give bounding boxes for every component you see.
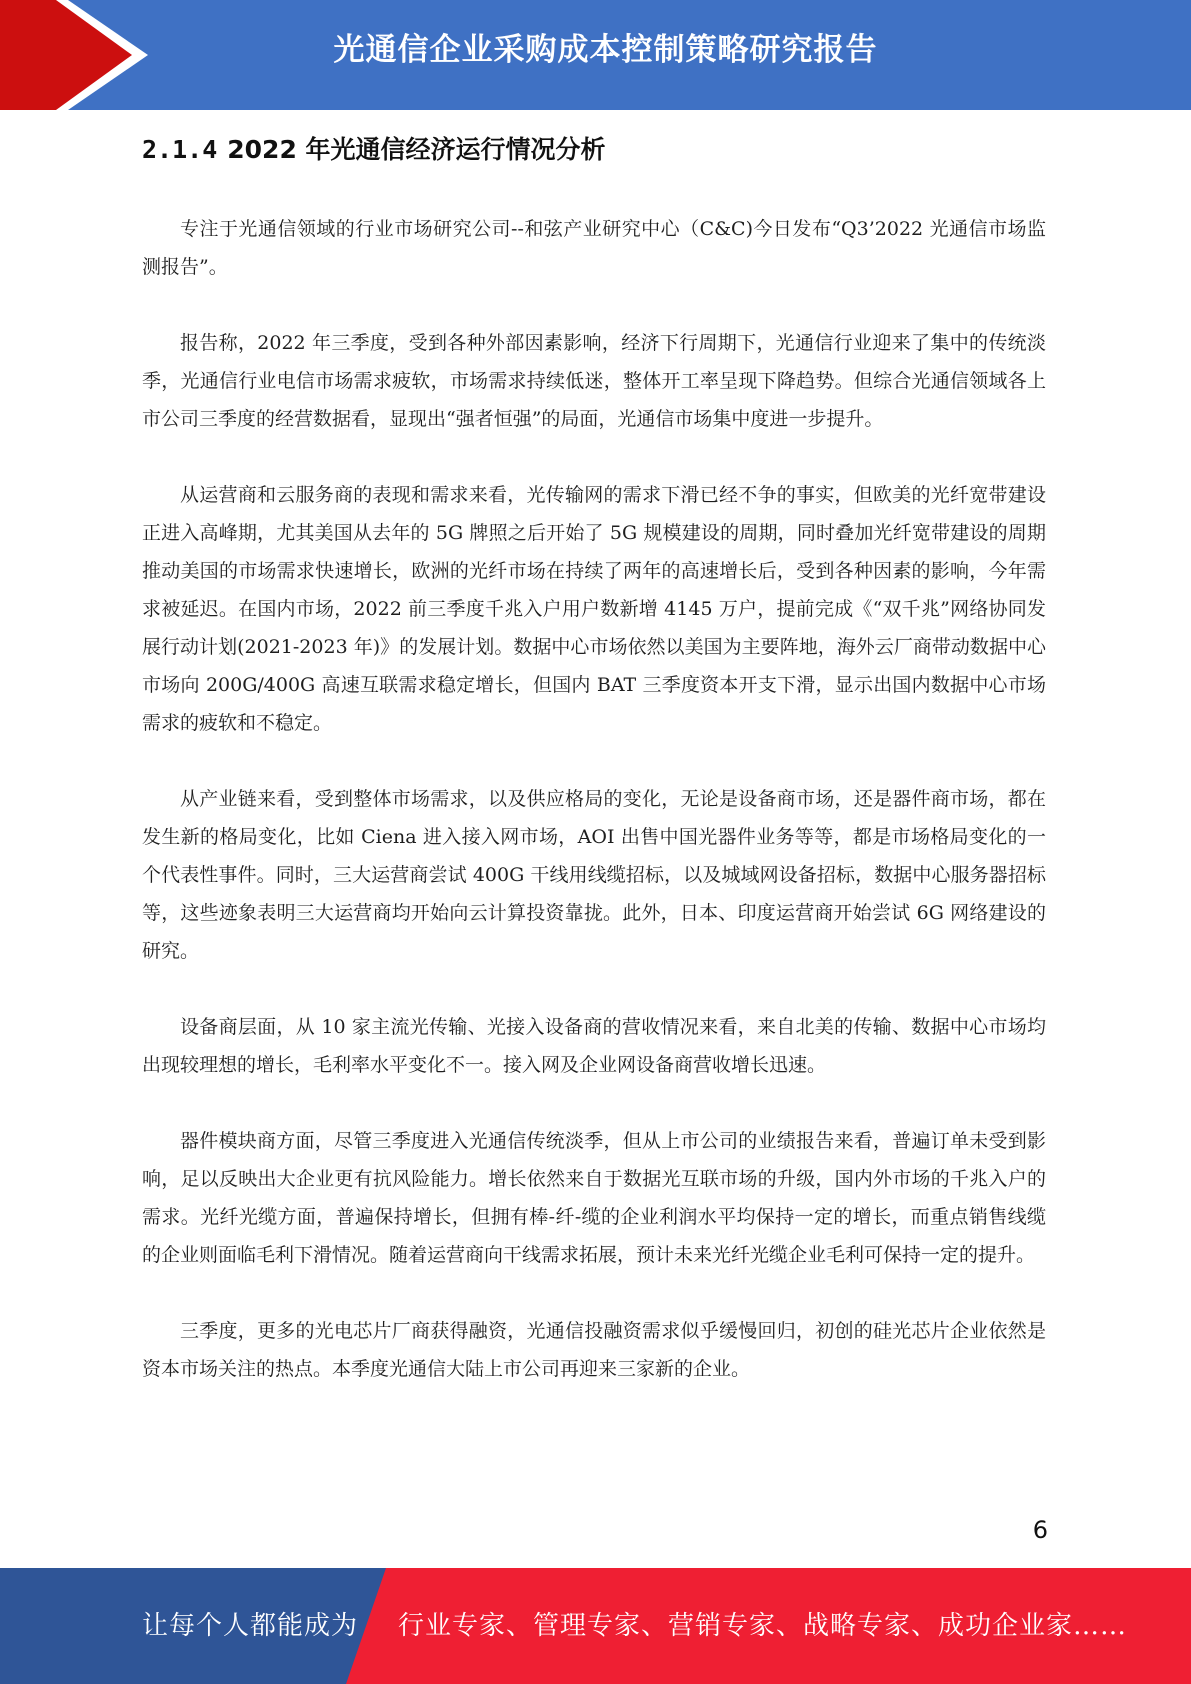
paragraph: 器件模块商方面，尽管三季度进入光通信传统淡季，但从上市公司的业绩报告来看，普遍订单未受到影响，足以反映出大企业更有抗风险能力。增长依然来自于数据光互联市场的升级，国内外市场的千兆入户的需求。光纤光缆方面，普遍保持增长，但拥有棒-纤-缆的企业利润水平均保持一定的增长，而重点销售线缆的企业则面临毛利下滑情况。随着运营商向干线需求拓展，预计未来光纤光缆企业毛利可保持一定的提升。 [142, 1130, 1046, 1266]
paragraph: 从运营商和云服务商的表现和需求来看，光传输网的需求下滑已经不争的事实，但欧美的光纤宽带建设正进入高峰期，尤其美国从去年的 5G 牌照之后开始了 5G 规模建设的周期，同时叠加光纤宽带建设的周期推动美国的市场需求快速增长，欧洲的光纤市场在持续了两年的高速增长后，受到各种因素的影响，今年需求被延迟。在国内市场，2022 前三季度千兆入户用户数新增 4145 万户，提前完成《“双千兆”网络协同发展行动计划(2021-2023 年)》的发展计划。数据中心市场依然以美国为主要阵地，海外云厂商带动数据中心市场向 200G/400G 高速互联需求稳定增长，但国内 BAT 三季度资本开支下滑，显示出国内数据中心市场需求的疲软和不稳定。 [142, 484, 1046, 734]
report-title: 光通信企业采购成本控制策略研究报告 [333, 32, 878, 68]
page-footer [0, 1568, 1191, 1684]
footer-slogan: 让每个人都能成为 [142, 1611, 359, 1641]
paragraph: 专注于光通信领域的行业市场研究公司--和弦产业研究中心（C&C)今日发布“Q3’2022 光通信市场监测报告”。 [142, 218, 1046, 278]
page-header [0, 0, 1191, 110]
paragraph: 从产业链来看，受到整体市场需求，以及供应格局的变化，无论是设备商市场，还是器件商市场，都在发生新的格局变化，比如 Ciena 进入接入网市场，AOI 出售中国光器件业务等等，都是市场格局变化的一个代表性事件。同时，三大运营商尝试 400G 干线用线缆招标，以及城域网设备招标，数据中心服务器招标等，这些迹象表明三大运营商均开始向云计算投资靠拢。此外，日本、印度运营商开始尝试 6G 网络建设的研究。 [142, 788, 1046, 962]
footer-tagline: 行业专家、管理专家、营销专家、战略专家、成功企业家…… [398, 1611, 1128, 1641]
header-chevron-icon [0, 0, 160, 110]
section-title: 2022 年光通信经济运行情况分析 [227, 135, 606, 164]
paragraph: 设备商层面，从 10 家主流光传输、光接入设备商的营收情况来看，来自北美的传输、数据中心市场均出现较理想的增长，毛利率水平变化不一。接入网及企业网设备商营收增长迅速。 [142, 1016, 1046, 1076]
page-number: 6 [1032, 1516, 1048, 1544]
section-number: 2.1.4 [142, 135, 218, 164]
main-content [142, 128, 1046, 1388]
section-heading [142, 128, 1046, 172]
paragraph: 报告称，2022 年三季度，受到各种外部因素影响，经济下行周期下，光通信行业迎来了集中的传统淡季，光通信行业电信市场需求疲软，市场需求持续低迷，整体开工率呈现下降趋势。但综合光通信领域各上市公司三季度的经营数据看，显现出“强者恒强”的局面，光通信市场集中度进一步提升。 [142, 332, 1046, 430]
paragraph: 三季度，更多的光电芯片厂商获得融资，光通信投融资需求似乎缓慢回归，初创的硅光芯片企业依然是资本市场关注的热点。本季度光通信大陆上市公司再迎来三家新的企业。 [142, 1320, 1046, 1380]
